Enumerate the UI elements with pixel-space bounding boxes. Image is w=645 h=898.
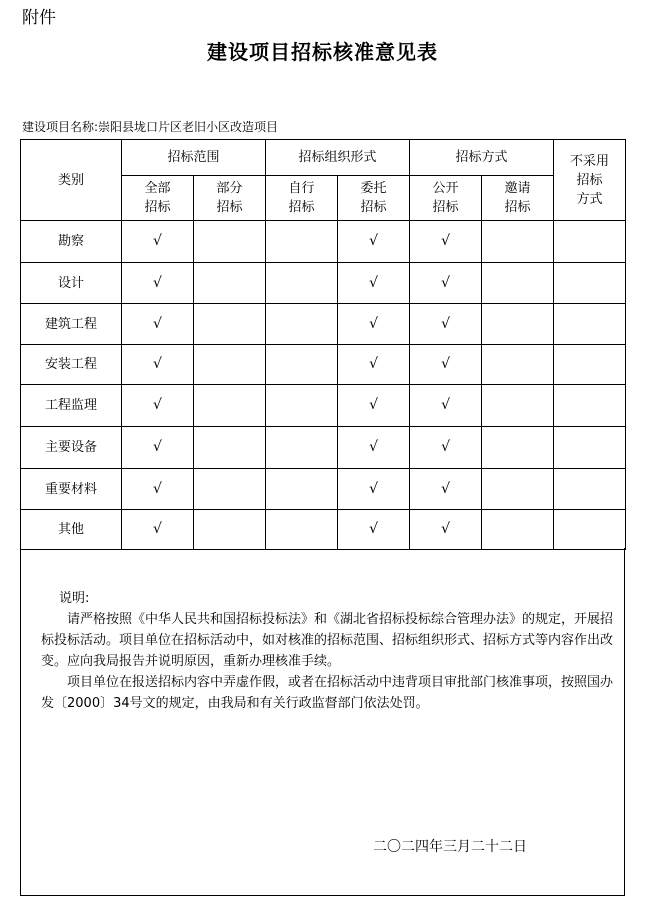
check-cell	[554, 345, 626, 385]
check-cell	[410, 263, 482, 304]
table-row	[21, 221, 626, 263]
check-mark-icon: √	[369, 356, 378, 372]
check-cell	[122, 385, 194, 427]
row-category: 重要材料	[21, 469, 122, 510]
check-cell	[194, 510, 266, 550]
row-category: 主要设备	[21, 427, 122, 469]
check-cell	[410, 469, 482, 510]
check-mark-icon: √	[369, 521, 378, 537]
row-category: 其他	[21, 510, 122, 550]
check-cell	[338, 345, 410, 385]
table-row	[21, 469, 626, 510]
check-mark-icon: √	[441, 315, 450, 332]
check-cell	[482, 469, 554, 510]
check-cell	[266, 385, 338, 427]
check-cell	[338, 304, 410, 345]
check-mark-icon: √	[153, 439, 162, 455]
check-mark-icon: √	[153, 274, 162, 291]
check-cell	[266, 510, 338, 550]
sub-header-self-bid: 自行 招标	[266, 176, 338, 221]
row-category: 勘察	[21, 221, 122, 263]
check-cell	[410, 345, 482, 385]
check-cell	[482, 263, 554, 304]
check-cell	[266, 469, 338, 510]
check-mark-icon: √	[369, 274, 378, 291]
table-row	[21, 304, 626, 345]
check-cell	[482, 304, 554, 345]
check-cell	[122, 345, 194, 385]
check-cell	[194, 385, 266, 427]
sub-header-full-bid: 全部 招标	[122, 176, 194, 221]
check-cell	[194, 221, 266, 263]
sub-header-invited-bid: 邀请 招标	[482, 176, 554, 221]
check-cell	[194, 345, 266, 385]
sub-header-entrusted-bid: 委托 招标	[338, 176, 410, 221]
header-row	[21, 140, 626, 176]
check-cell	[194, 469, 266, 510]
notes-box	[20, 548, 625, 896]
check-cell	[122, 263, 194, 304]
issue-date: 二〇二四年三月二十二日	[373, 839, 527, 855]
check-cell	[554, 510, 626, 550]
check-mark-icon: √	[441, 439, 450, 455]
check-cell	[122, 510, 194, 550]
check-cell	[410, 221, 482, 263]
check-mark-icon: √	[441, 521, 450, 537]
check-cell	[554, 469, 626, 510]
check-cell	[266, 304, 338, 345]
attachment-label: 附件	[22, 8, 56, 28]
check-cell	[554, 427, 626, 469]
approval-table	[20, 139, 626, 550]
check-cell	[410, 385, 482, 427]
check-mark-icon: √	[153, 521, 162, 537]
row-category: 安装工程	[21, 345, 122, 385]
check-cell	[122, 469, 194, 510]
check-mark-icon: √	[441, 480, 450, 497]
check-cell	[482, 345, 554, 385]
check-mark-icon: √	[441, 274, 450, 291]
sub-header-partial-bid: 部分 招标	[194, 176, 266, 221]
check-mark-icon: √	[369, 233, 378, 249]
page-title: 建设项目招标核准意见表	[207, 40, 438, 64]
check-mark-icon: √	[441, 356, 450, 372]
check-cell	[482, 510, 554, 550]
check-cell	[266, 427, 338, 469]
check-cell	[554, 263, 626, 304]
check-cell	[482, 427, 554, 469]
check-cell	[338, 510, 410, 550]
check-cell	[122, 221, 194, 263]
notes-body	[41, 588, 619, 714]
table-row	[21, 510, 626, 550]
check-cell	[482, 221, 554, 263]
category-header: 类别	[21, 140, 122, 221]
table-row	[21, 385, 626, 427]
check-mark-icon: √	[369, 439, 378, 455]
check-cell	[338, 221, 410, 263]
row-category: 设计	[21, 263, 122, 304]
check-mark-icon: √	[369, 480, 378, 497]
table-row	[21, 345, 626, 385]
table-row	[21, 263, 626, 304]
check-mark-icon: √	[441, 397, 450, 413]
check-cell	[338, 263, 410, 304]
check-mark-icon: √	[153, 356, 162, 372]
table-row	[21, 427, 626, 469]
notes-paragraph-1: 请严格按照《中华人民共和国招标投标法》和《湖北省招标投标综合管理办法》的规定，开展招标投标活动。项目单位在招标活动中，如对核准的招标范围、招标组织形式、招标方式等内容作出改变。应向我局报告并说明原因，重新办理核准手续。	[41, 612, 614, 669]
check-mark-icon: √	[441, 233, 450, 249]
organization-header: 招标组织形式	[266, 140, 410, 176]
project-name-line: 建设项目名称:崇阳县垅口片区老旧小区改造项目	[22, 120, 279, 134]
check-cell	[266, 221, 338, 263]
table-body	[21, 221, 626, 550]
notes-paragraph-2: 项目单位在报送招标内容中弄虚作假，或者在招标活动中违背项目审批部门核准事项，按照国办发〔2000〕34号文的规定，由我局和有关行政监督部门依法处罚。	[41, 675, 614, 711]
check-cell	[482, 385, 554, 427]
check-cell	[338, 469, 410, 510]
method-header: 招标方式	[410, 140, 554, 176]
check-cell	[554, 385, 626, 427]
check-cell	[122, 427, 194, 469]
row-category: 建筑工程	[21, 304, 122, 345]
check-cell	[194, 304, 266, 345]
check-cell	[410, 304, 482, 345]
check-cell	[266, 263, 338, 304]
check-cell	[410, 510, 482, 550]
check-mark-icon: √	[369, 397, 378, 413]
row-category: 工程监理	[21, 385, 122, 427]
check-cell	[338, 385, 410, 427]
check-mark-icon: √	[153, 480, 162, 497]
check-cell	[122, 304, 194, 345]
scope-header: 招标范围	[122, 140, 266, 176]
check-cell	[194, 427, 266, 469]
sub-header-open-bid: 公开 招标	[410, 176, 482, 221]
check-mark-icon: √	[153, 397, 162, 413]
check-cell	[194, 263, 266, 304]
check-mark-icon: √	[153, 233, 162, 249]
check-cell	[554, 221, 626, 263]
check-cell	[266, 345, 338, 385]
check-cell	[338, 427, 410, 469]
no-bid-header: 不采用 招标 方式	[554, 140, 626, 221]
check-mark-icon: √	[153, 315, 162, 332]
notes-label: 说明:	[59, 591, 90, 606]
check-mark-icon: √	[369, 315, 378, 332]
check-cell	[554, 304, 626, 345]
check-cell	[410, 427, 482, 469]
